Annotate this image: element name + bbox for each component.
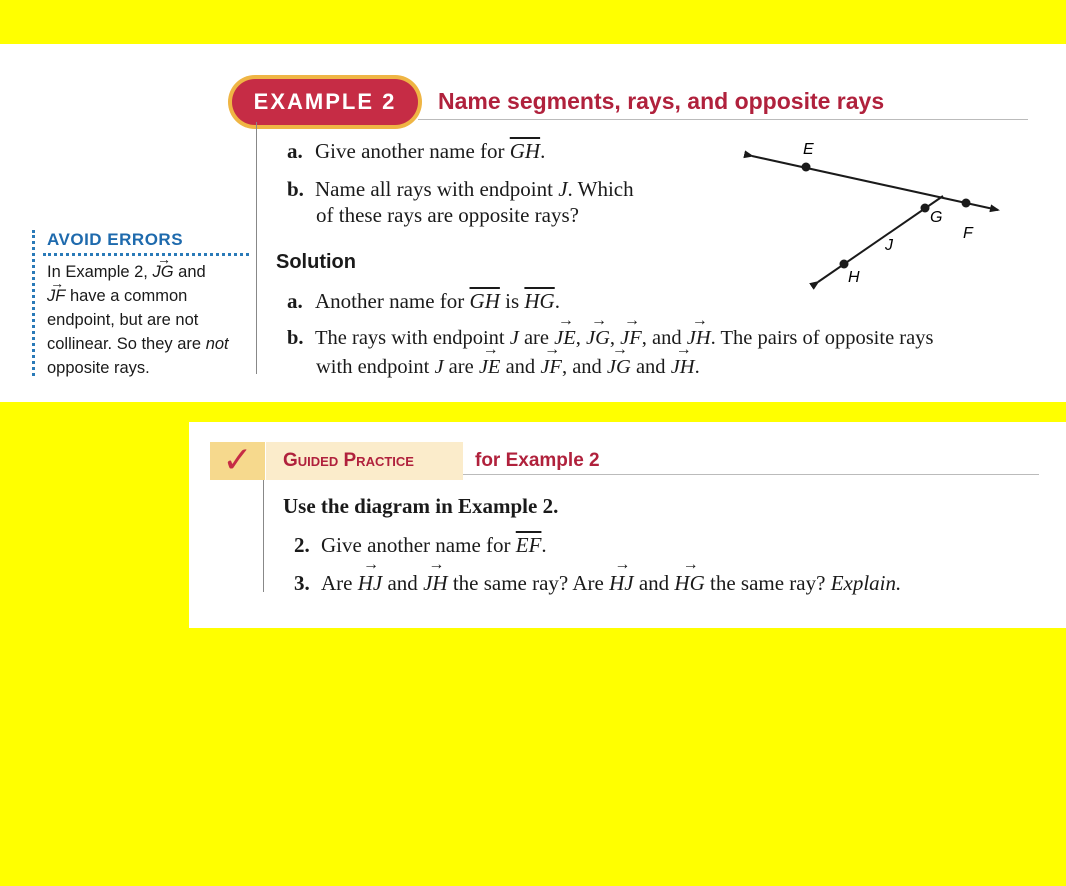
label-e: E: [803, 141, 814, 158]
solution-a: a. Another name for $\overline{GH}$ is $\overline{HG}$.: [287, 289, 560, 313]
solution-b-line2-and2: , and: [561, 356, 602, 378]
avoid-text-3: have a common endpoint, but are not collinear. So they are: [47, 287, 202, 353]
guided-rule: [463, 474, 1039, 475]
example-title: Name segments, rays, and opposite rays: [438, 88, 885, 114]
point-e-dot: [802, 163, 811, 172]
avoid-errors-divider: [43, 253, 249, 256]
content-divider: [256, 122, 257, 374]
exercise-3-explain: Explain.: [830, 571, 902, 595]
solution-b-line2: with endpoint J are → JE and → JF, and → JG and → JH.: [316, 356, 700, 379]
rays-diagram: [740, 140, 1010, 290]
segment-gh: $\overline{GH}$: [509, 139, 541, 163]
title-rule: [418, 119, 1028, 120]
question-a: a. Give another name for $\overline{GH}$.: [287, 139, 546, 163]
ray-jf: → JF: [47, 284, 65, 308]
solution-a-text: Another name for: [315, 289, 465, 313]
solution-b: b. The rays with endpoint J are → JE, → JG, → JF, and → JH. The pairs of opposite rays: [287, 327, 933, 350]
solution-b-line2-and: and: [505, 356, 536, 378]
exercise-2: 2. Give another name for $\overline{EF}$.: [294, 533, 547, 557]
avoid-errors-box: [32, 230, 249, 376]
ray-jh-2: → JH: [671, 356, 695, 379]
avoid-errors-heading: AVOID ERRORS: [47, 230, 184, 249]
ray-jh: → JH: [687, 327, 711, 350]
example-panel: [0, 44, 1066, 402]
point-j-2: J: [509, 327, 519, 349]
segment-gh-2: $\overline{GH}$: [469, 289, 500, 313]
exercise-2-text: Give another name for: [321, 533, 511, 557]
ray-hj-2: → HJ: [609, 571, 634, 596]
example-badge: [232, 79, 418, 125]
solution-b-line2-and3: and: [635, 356, 666, 378]
label-j: J: [885, 237, 893, 254]
label-h: H: [848, 269, 860, 286]
line-ef: [752, 156, 998, 210]
question-b-text-end: . Which: [567, 177, 634, 201]
point-j-3: J: [434, 356, 444, 378]
avoid-errors-text: [47, 260, 247, 380]
ray-hj: → HJ: [358, 571, 383, 596]
solution-b-line2-text: with endpoint: [316, 356, 430, 378]
exercise-3-and: and: [387, 571, 418, 595]
avoid-text-1: In Example 2,: [47, 263, 148, 281]
solution-b-text: The rays with endpoint: [315, 327, 505, 349]
solution-b-label: b.: [287, 327, 304, 349]
segment-hg: $\overline{HG}$: [524, 289, 555, 313]
example-badge-label: EXAMPLE 2: [253, 89, 397, 114]
exercise-3-end: the same ray?: [710, 571, 826, 595]
solution-b-line2-are: are: [448, 356, 474, 378]
ray-jh-3: → JH: [423, 571, 448, 596]
solution-b-are: are: [523, 327, 549, 349]
label-f: F: [963, 225, 973, 242]
solution-b-and: , and: [641, 327, 682, 349]
point-j: J: [558, 177, 568, 201]
ray-jg-2: → JG: [586, 327, 610, 350]
exercise-3-and-2: and: [638, 571, 670, 595]
guided-divider: [263, 480, 264, 592]
solution-b-text-2: . The pairs of opposite rays: [710, 327, 934, 349]
question-b-text: Name all rays with endpoint: [315, 177, 553, 201]
guided-practice-for: for Example 2: [475, 450, 600, 471]
ray-je: → JE: [554, 327, 576, 350]
solution-a-label: a.: [287, 289, 303, 313]
avoid-text-not: not: [205, 335, 229, 353]
exercise-3: [294, 571, 901, 596]
segment-ef: $\overline{EF}$: [515, 533, 542, 557]
ray-je-2: → JE: [479, 356, 501, 379]
ray-hg: → HG: [674, 571, 704, 596]
guided-practice-label: Guided Practice: [266, 442, 463, 480]
guided-instruction: Use the diagram in Example 2.: [283, 494, 559, 518]
point-g-dot: [921, 204, 930, 213]
exercise-2-number: 2.: [294, 533, 310, 557]
avoid-text-5: opposite rays.: [47, 359, 150, 377]
exercise-3-number: 3.: [294, 571, 310, 595]
guided-practice-panel: [189, 422, 1066, 628]
exercise-3-are: Are: [321, 571, 353, 595]
ray-jf-3: → JF: [540, 356, 562, 379]
ray-jg-3: → JG: [607, 356, 631, 379]
avoid-text-2: and: [178, 263, 206, 281]
ray-jg: → JG: [152, 260, 173, 284]
question-b-label: b.: [287, 177, 304, 201]
question-b: [287, 177, 634, 202]
question-a-label: a.: [287, 139, 303, 163]
question-b-line2: of these rays are opposite rays?: [316, 203, 579, 227]
point-h-dot: [840, 260, 849, 269]
solution-heading: Solution: [276, 251, 356, 273]
label-g: G: [930, 209, 943, 226]
question-a-text: Give another name for: [315, 139, 505, 163]
exercise-3-mid: the same ray? Are: [452, 571, 604, 595]
solution-a-is: is: [505, 289, 520, 313]
checkmark-icon: ✓: [210, 442, 265, 480]
ray-jf-2: → JF: [620, 327, 642, 350]
point-f-dot: [962, 199, 971, 208]
